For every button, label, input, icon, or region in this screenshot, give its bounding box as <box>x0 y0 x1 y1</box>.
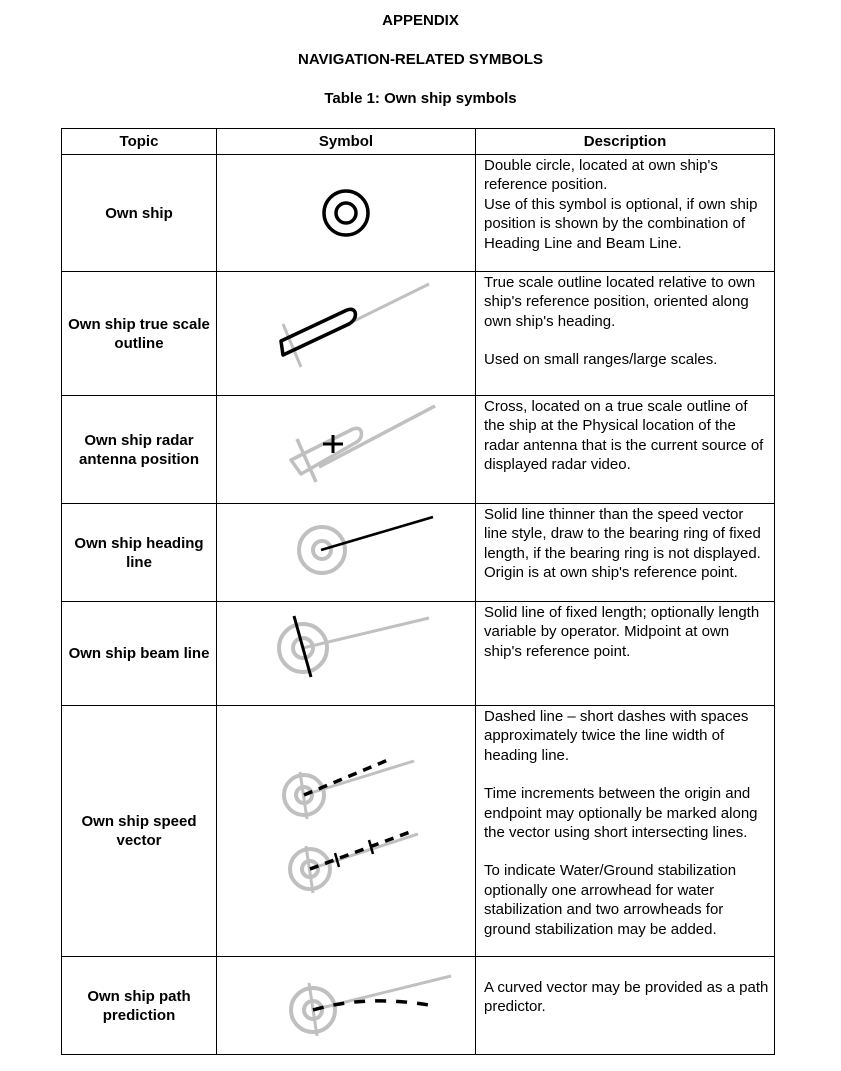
description-text: Use of this symbol is optional, if own ship position is shown by the combination of Heading Line and Beam Line. <box>484 195 758 252</box>
description-cell <box>476 155 775 272</box>
description-cell <box>476 706 775 957</box>
description-text: To indicate Water/Ground stabilization optionally one arrowhead for water stabilization and two arrowheads for ground stabilization may be added. <box>484 862 737 938</box>
symbol-cell <box>217 706 476 957</box>
speed-vector-icon <box>217 709 475 954</box>
ship-outline-icon <box>217 274 475 394</box>
table-row <box>62 602 775 706</box>
description-cell <box>476 504 775 602</box>
table-row <box>62 504 775 602</box>
table-row <box>62 957 775 1055</box>
topic-cell: Own ship path prediction <box>62 957 217 1055</box>
section-heading: NAVIGATION-RELATED SYMBOLS <box>298 51 543 68</box>
symbol-cell <box>217 957 476 1055</box>
table-row <box>62 396 775 504</box>
path-prediction-icon <box>217 958 475 1053</box>
table-row <box>62 272 775 396</box>
description-cell <box>476 272 775 396</box>
symbol-cell <box>217 155 476 272</box>
topic-cell: Own ship heading line <box>62 504 217 602</box>
symbol-cell <box>217 272 476 396</box>
symbol-cell <box>217 602 476 706</box>
column-header-topic: Topic <box>62 129 217 155</box>
symbol-cell <box>217 396 476 504</box>
column-header-description: Description <box>476 129 775 155</box>
description-cell <box>476 602 775 706</box>
topic-cell: Own ship beam line <box>62 602 217 706</box>
table-row <box>62 706 775 957</box>
own-ship-symbols-table <box>61 128 775 1055</box>
beam-line-icon <box>217 604 475 704</box>
radar-antenna-cross-icon <box>217 397 475 502</box>
description-cell <box>476 957 775 1055</box>
topic-cell: Own ship speed vector <box>62 706 217 957</box>
description-cell <box>476 396 775 504</box>
topic-cell: Own ship true scale outline <box>62 272 217 396</box>
topic-cell: Own ship radar antenna position <box>62 396 217 504</box>
description-text: Solid line of fixed length; optionally length variable by operator. Midpoint at own ship's reference point. <box>484 604 760 660</box>
description-text: True scale outline located relative to own ship's reference position, oriented along own ship's heading. <box>484 274 756 330</box>
column-header-symbol: Symbol <box>217 129 476 155</box>
description-text: Double circle, located at own ship's reference position. <box>484 157 718 194</box>
table-header-row <box>62 129 775 155</box>
description-text: A curved vector may be provided as a path predictor. <box>484 979 769 1016</box>
topic-cell: Own ship <box>62 155 217 272</box>
table-caption: Table 1: Own ship symbols <box>324 90 517 107</box>
description-text: Dashed line – short dashes with spaces approximately twice the line width of heading line. <box>484 708 749 764</box>
appendix-heading: APPENDIX <box>382 12 459 29</box>
symbol-cell <box>217 504 476 602</box>
description-text: Used on small ranges/large scales. <box>484 351 718 369</box>
description-text: Solid line thinner than the speed vector line style, draw to the bearing ring of fixed length, if the bearing ring is not displayed. Origin is at own ship's reference point. <box>484 506 761 582</box>
description-text: Cross, located on a true scale outline of the ship at the Physical location of the radar antenna that is the current source of displayed radar video. <box>484 398 764 474</box>
description-text: Time increments between the origin and endpoint may optionally be marked along the vector using short intersecting lines. <box>484 785 758 842</box>
heading-line-icon <box>217 505 475 600</box>
double-circle-icon <box>316 183 376 243</box>
table-row <box>62 155 775 272</box>
